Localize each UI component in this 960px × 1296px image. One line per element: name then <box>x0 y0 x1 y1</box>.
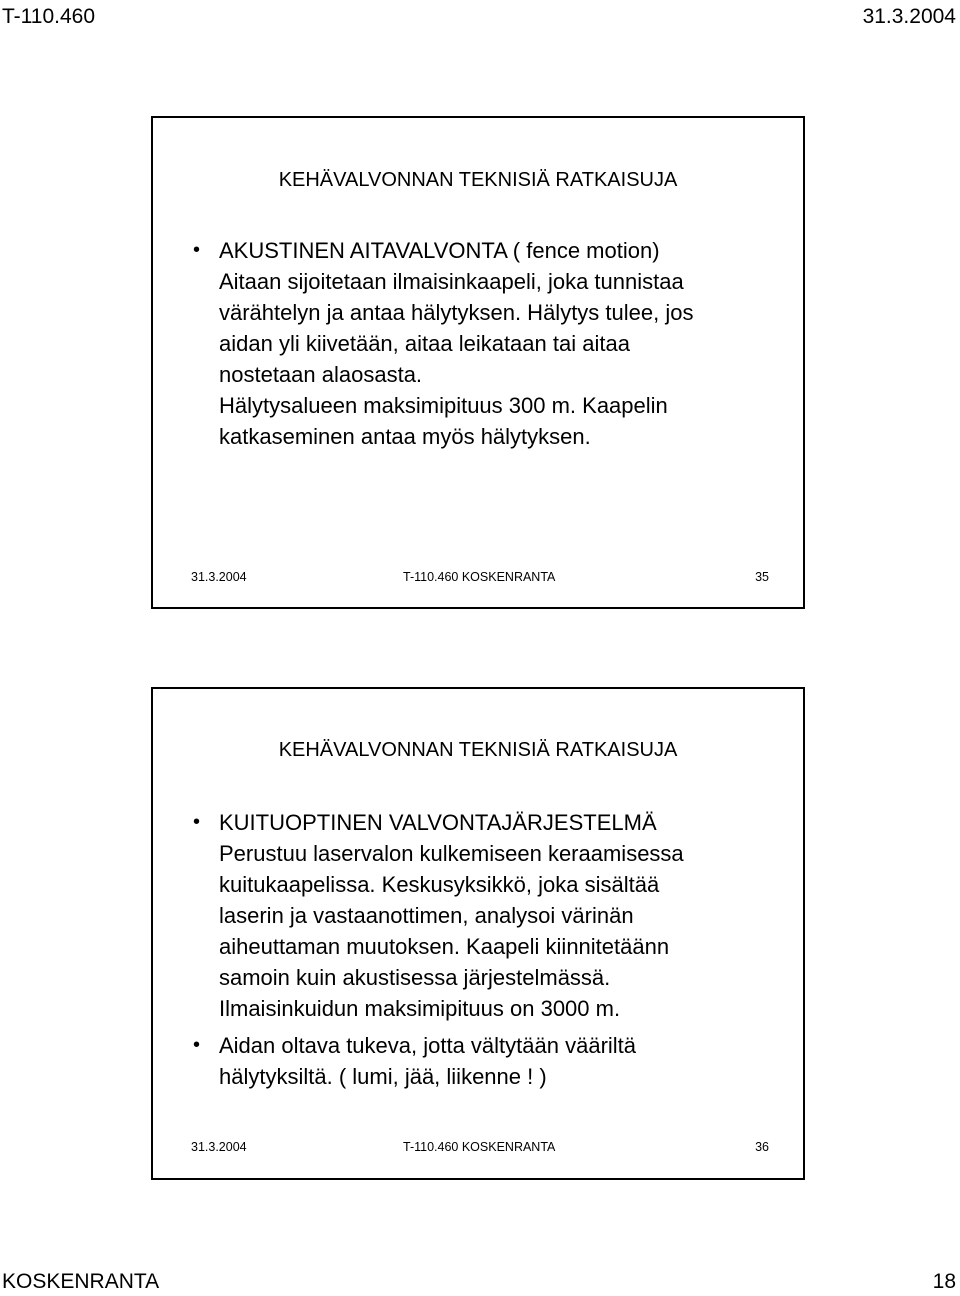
slide-number: 35 <box>755 570 769 584</box>
bullet-list <box>191 235 783 458</box>
footer-author: KOSKENRANTA <box>2 1270 160 1293</box>
slide-footer-author: T-110.460 KOSKENRANTA <box>403 1140 556 1154</box>
slide-36 <box>151 687 805 1180</box>
header-course-code: T-110.460 <box>2 5 96 28</box>
bullet-item <box>191 235 783 452</box>
bullet-dot-icon: • <box>193 239 201 261</box>
page-footer <box>0 1268 960 1296</box>
slide-title: KEHÄVALVONNAN TEKNISIÄ RATKAISUJA <box>278 169 678 191</box>
bullet-text: AKUSTINEN AITAVALVONTA ( fence motion) Aitaan sijoitetaan ilmaisinkaapeli, joka tunnistaa värähtelyn ja antaa hälytyksen. Hälytys tulee, jos aidan yli kiivetään, aitaa leikataan tai aitaa nostetaan alaosasta. Hälytysalueen maksimipituus 300 m. Kaapelin katkaseminen antaa myös hälytyksen. <box>219 238 694 449</box>
bullet-list <box>191 807 783 1098</box>
bullet-item <box>191 807 783 1024</box>
bullet-text: Aidan oltava tukeva, jotta vältytään vääriltä hälytyksiltä. ( lumi, jää, liikenne ! ) <box>219 1033 637 1089</box>
page-number: 18 <box>932 1270 956 1293</box>
header-date: 31.3.2004 <box>862 5 956 28</box>
bullet-dot-icon: • <box>193 1034 201 1056</box>
slide-35 <box>151 116 805 609</box>
slide-number: 36 <box>755 1140 769 1154</box>
page-header <box>0 3 960 31</box>
slide-title: KEHÄVALVONNAN TEKNISIÄ RATKAISUJA <box>278 739 678 761</box>
slide-footer-date: 31.3.2004 <box>191 1140 247 1154</box>
slide-footer-date: 31.3.2004 <box>191 570 247 584</box>
bullet-text: KUITUOPTINEN VALVONTAJÄRJESTELMÄ Perustuu laservalon kulkemiseen keraamisessa kuitukaapelissa. Keskusyksikkö, joka sisältää laserin ja vastaanottimen, analysoi värinän aiheuttaman muutoksen. Kaapeli kiinnitetäänn samoin kuin akustisessa järjestelmässä. Ilmaisinkuidun maksimipituus on 3000 m. <box>219 810 684 1021</box>
bullet-item <box>191 1030 783 1092</box>
bullet-dot-icon: • <box>193 811 201 833</box>
slide-footer-author: T-110.460 KOSKENRANTA <box>403 570 556 584</box>
